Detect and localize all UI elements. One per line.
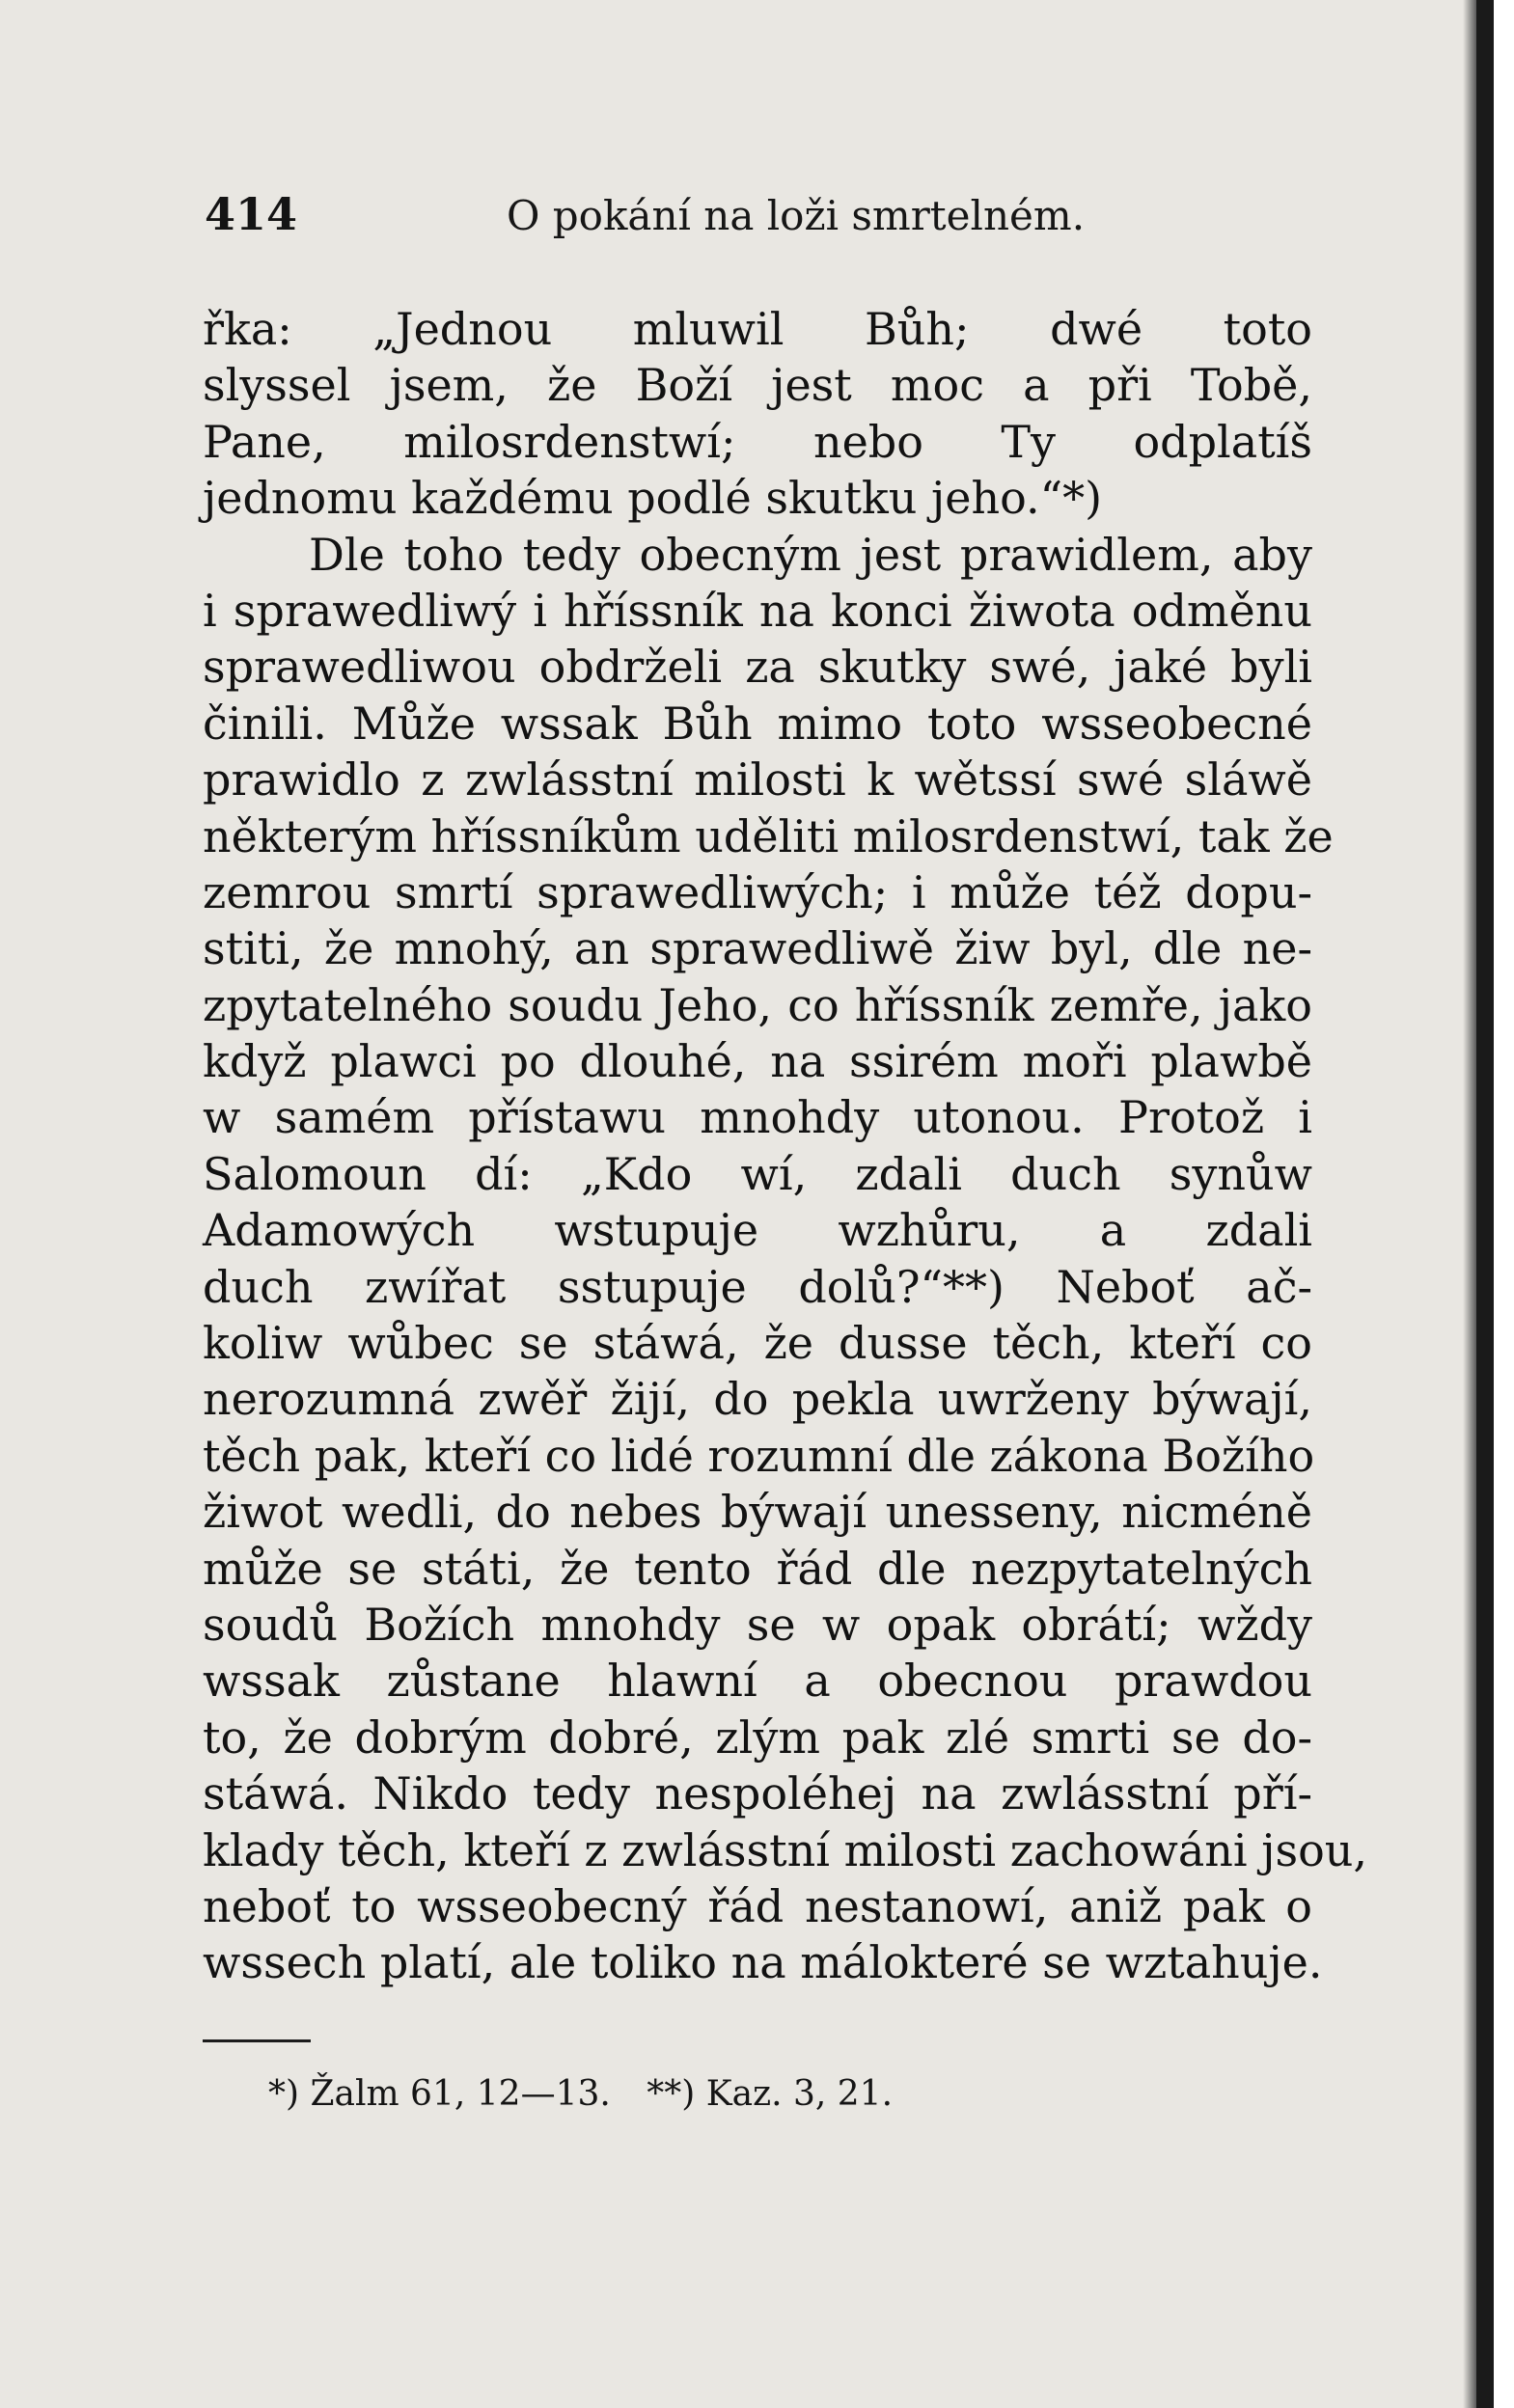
text-line: může se státi, že tento řád dle nezpytatelných bbox=[203, 1542, 1312, 1595]
text-line: řka: „Jednou mluwil Bůh; dwé toto bbox=[203, 303, 1312, 355]
footnote-rule bbox=[203, 2039, 311, 2042]
text-line: duch zwířat sstupuje dolů?“**) Neboť ač- bbox=[203, 1260, 1312, 1313]
text-line: wssech platí, ale toliko na málokteré se wztahuje. bbox=[203, 1936, 1323, 1989]
text-line: žiwot wedli, do nebes býwají unesseny, nicméně bbox=[203, 1486, 1312, 1539]
body-text bbox=[203, 301, 1368, 1991]
text-line: stáwá. Nikdo tedy nespoléhej na zwlásstní pří- bbox=[203, 1767, 1312, 1820]
text-line: jednomu každému podlé skutku jeho.“*) bbox=[203, 472, 1103, 525]
text-line: Dle toho tedy obecným jest prawidlem, aby bbox=[309, 528, 1312, 581]
text-line: zpytatelného soudu Jeho, co hříssník zemře, jako bbox=[203, 978, 1312, 1031]
text-line: koliw wůbec se stáwá, že dusse těch, kteří co bbox=[203, 1317, 1312, 1370]
running-head: O pokání na loži smrtelném. bbox=[507, 192, 1086, 239]
text-line: když plawci po dlouhé, na ssirém moři plawbě bbox=[203, 1035, 1312, 1088]
text-line: Adamowých wstupuje wzhůru, a zdali bbox=[203, 1204, 1312, 1257]
text-line: w samém přístawu mnohdy utonou. Protož i bbox=[203, 1091, 1312, 1144]
page-number: 414 bbox=[205, 188, 298, 240]
text-line: činili. Může wssak Bůh mimo toto wsseobecné bbox=[203, 697, 1312, 750]
text-line: neboť to wsseobecný řád nestanowí, aniž pak o bbox=[203, 1879, 1312, 1932]
text-line: těch pak, kteří co lidé rozumní dle zákona Božího bbox=[203, 1429, 1315, 1482]
text-line: Pane, milosrdenstwí; nebo Ty odplatíš bbox=[203, 415, 1312, 468]
text-line: prawidlo z zwlásstní milosti k wětssí swé sláwě bbox=[203, 753, 1312, 807]
text-line: soudů Božích mnohdy se w opak obrátí; wždy bbox=[203, 1598, 1312, 1651]
text-line: to, že dobrým dobré, zlým pak zlé smrti se do- bbox=[203, 1710, 1312, 1764]
footnote: *) Žalm 61, 12—13. bbox=[268, 2074, 611, 2114]
text-line: Salomoun dí: „Kdo wí, zdali duch synůw bbox=[203, 1147, 1312, 1200]
text-line: nerozumná zwěř žijí, do pekla uwrženy býwají, bbox=[203, 1373, 1312, 1426]
text-line: sprawedliwou obdrželi za skutky swé, jaké byli bbox=[203, 641, 1312, 694]
page-header bbox=[0, 188, 1494, 246]
text-line: klady těch, kteří z zwlásstní milosti zachowáni jsou, bbox=[203, 1823, 1368, 1876]
text-line: některým hříssníkům uděliti milosrdenstwí, tak že bbox=[203, 809, 1334, 862]
text-line: i sprawedliwý i hříssník na konci žiwota odměnu bbox=[203, 584, 1312, 637]
page-edge-shadow bbox=[1476, 0, 1494, 2408]
text-line: stiti, že mnohý, an sprawedliwě žiw byl, dle ne- bbox=[203, 922, 1312, 975]
footnotes bbox=[268, 2074, 918, 2114]
text-line: slyssel jsem, že Boží jest moc a při Tobě, bbox=[203, 359, 1312, 412]
text-line: wssak zůstane hlawní a obecnou prawdou bbox=[203, 1655, 1312, 1708]
text-line: zemrou smrtí sprawedliwých; i může též dopu- bbox=[203, 865, 1312, 918]
footnote: **) Kaz. 3, 21. bbox=[647, 2074, 894, 2114]
